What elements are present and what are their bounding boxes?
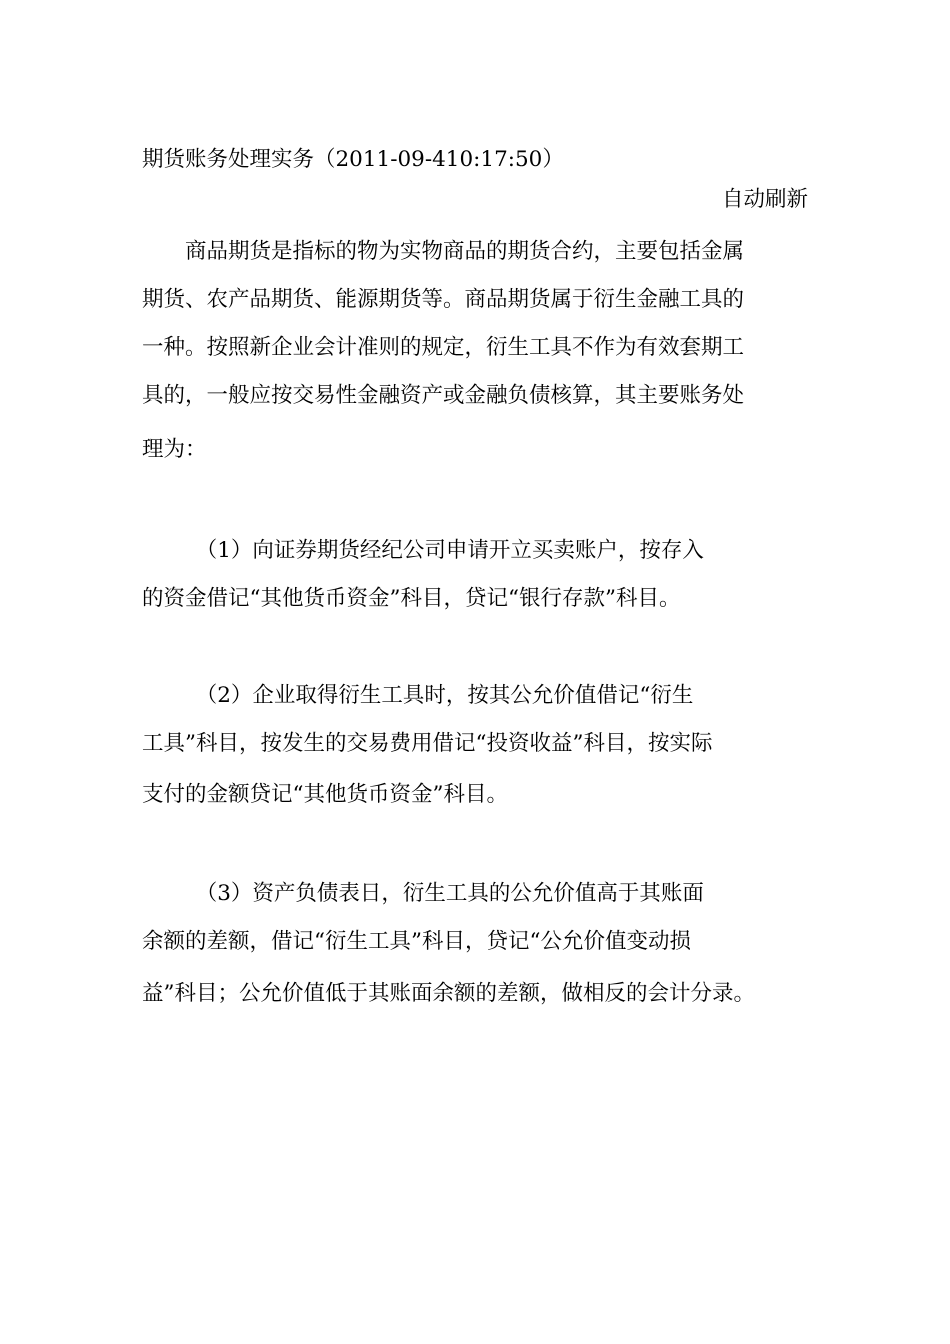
paragraph-line: 商品期货是指标的物为实物商品的期货合约，主要包括金属	[142, 239, 745, 264]
paragraph-line: 的资金借记“其他货币资金”科目，贷记“银行存款”科目。	[142, 586, 681, 611]
paragraph-line: 理为：	[142, 437, 207, 462]
paragraph-line: 工具”科目，按发生的交易费用借记“投资收益”科目，按实际	[142, 731, 713, 756]
auto-refresh-link[interactable]: 自动刷新	[721, 187, 808, 212]
paragraph-line: 支付的金额贷记“其他货币资金”科目。	[142, 782, 508, 807]
paragraph-line: 一种。按照新企业会计准则的规定，衍生工具不作为有效套期工	[142, 335, 745, 360]
paragraph-line: （1）向证券期货经纪公司申请开立买卖账户，按存入	[142, 538, 704, 563]
paragraph-line: （2）企业取得衍生工具时，按其公允价值借记“衍生	[142, 683, 694, 708]
paragraph-line: （3）资产负债表日，衍生工具的公允价值高于其账面	[142, 881, 704, 906]
paragraph-line: 余额的差额，借记“衍生工具”科目，贷记“公允价值变动损	[142, 929, 691, 954]
document-title: 期货账务处理实务（2011-09-410:17:50）	[142, 147, 564, 172]
paragraph-line: 期货、农产品期货、能源期货等。商品期货属于衍生金融工具的	[142, 287, 745, 312]
paragraph-line: 具的，一般应按交易性金融资产或金融负债核算，其主要账务处	[142, 383, 745, 408]
paragraph-line: 益”科目；公允价值低于其账面余额的差额，做相反的会计分录。	[142, 981, 755, 1006]
